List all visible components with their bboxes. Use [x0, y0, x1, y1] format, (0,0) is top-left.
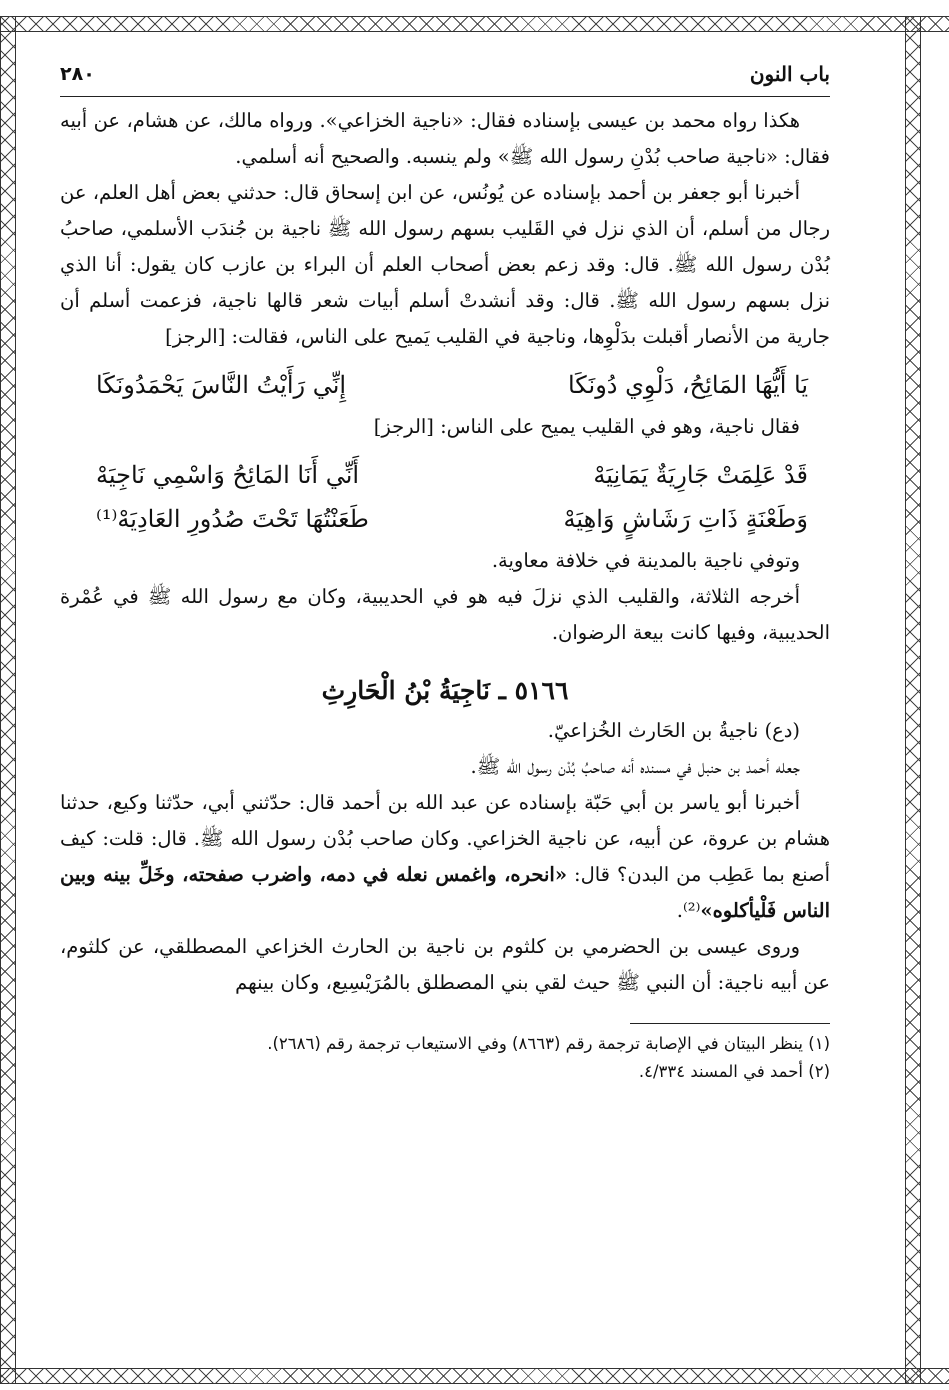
hadith-quote: «انحره، واغمس نعله في دمه، واضرب صفحته، وخَلِّ بينه وبين الناس فَلْيأكلوه»: [60, 863, 830, 922]
paragraph: وتوفي ناجية بالمدينة في خلافة معاوية.: [491, 549, 800, 572]
verse-hemistich-right: وَطَعْنَةٍ ذَاتِ رَشَاشٍ وَاهِيَهْ: [563, 505, 808, 533]
verse-line: [60, 455, 830, 495]
paragraph: أخبرنا أبو جعفر بن أحمد بإسناده عن يُونُس، عن ابن إسحاق قال: حدثني بعض أهل العلم، عن رجال من أسلم، أن الذي نزل في القَليب بسهم رسول الله ﷺ ناجية بن جُندَب الأسلمي، صاحبُ بُدْن رسول الله ﷺ. قال: وقد زعم بعض أصحاب العلم أن البراء بن عازب كان يقول: أنا الذي نزل بسهم رسول الله ﷺ. قال: وقد أنشدتْ أسلم أبيات شعر قالها ناجية، فزعمت أسلم أن جارية من الأنصار أقبلت بدَلْوِها، وناجية في القليب يَميح على الناس، فقالت: [الرجز]: [60, 181, 830, 348]
verse-line: [60, 499, 830, 539]
paragraph: وروى عيسى بن الحضرمي بن كلثوم بن ناجية بن الحارث الخزاعي المصطلقي، عن كلثوم، عن أبيه ناجية: أن النبي ﷺ حيث لقي بني المصطلق بالمُرَيْسِيع، وكان بينهم: [60, 935, 830, 994]
page-body: [60, 60, 830, 1086]
entry-heading: ٥١٦٦ ـ نَاجِيَةُ بْنُ الْحَارِثِ: [321, 676, 569, 705]
paragraph: جعله أحمد بن حنبل في مسنده أنه صاحبُ بُدْن رسول الله ﷺ.: [470, 755, 800, 778]
paragraph: فقال ناجية، وهو في القليب يميح على الناس: [الرجز]: [373, 415, 800, 438]
hadith-text: أخبرنا أبو ياسر بن أبي حَبّة بإسناده عن عبد الله بن أحمد قال: حدّثني أبي، حدّثنا وكيع، حدثنا هشام بن عروة، عن أبيه، عن ناجية الخزاعي. وكان صاحب بُدْن رسول الله ﷺ. قال: قلت: كيف أصنع بما عَطِب من البدن؟ قال:: [60, 791, 830, 886]
paragraph: (دع) ناجيةُ بن الحَارث الخُزاعيّ.: [547, 719, 800, 742]
decorative-border-left: [0, 16, 16, 1384]
footnote-ref: ⁽²⁾.: [676, 899, 701, 922]
footnote-divider: [630, 1023, 830, 1024]
running-header: [60, 60, 830, 97]
decorative-border-right: [905, 16, 921, 1384]
hadith-paragraph: [60, 785, 830, 929]
page-number: ٢٨٠: [60, 63, 95, 85]
footnotes: [60, 1030, 830, 1086]
verse-hemistich-left: إِنِّي رَأَيْتُ النَّاسَ يَحْمَدُونَكَا: [96, 371, 347, 399]
decorative-border-bottom: [0, 1368, 949, 1384]
footnote: (٢) أحمد في المسند ٤/٣٣٤.: [638, 1062, 830, 1081]
verse-line: [60, 365, 830, 405]
verse-hemistich-right: يَا أَيُّهَا المَائِحُ، دَلْوِي دُونَكَا: [567, 371, 808, 399]
verse-hemistich-left: طَعَنْتُهَا تَحْتَ صُدُورِ العَادِيَهْ⁽¹⁾: [96, 505, 369, 533]
paragraph: هكذا رواه محمد بن عيسى بإسناده فقال: «ناجية الخزاعي». ورواه مالك، عن هشام، عن أبيه فقال: «ناجية صاحب بُدْنِ رسول الله ﷺ» ولم ينسبه. والصحيح أنه أسلمي.: [60, 109, 830, 168]
chapter-title: باب النون: [749, 62, 830, 86]
verse-hemistich-right: قَدْ عَلِمَتْ جَارِيَةٌ يَمَانِيَهْ: [593, 461, 808, 489]
footnote: (١) ينظر البيتان في الإصابة ترجمة رقم (٨٦٦٣) وفي الاستيعاب ترجمة رقم (٢٦٨٦).: [267, 1034, 830, 1053]
paragraph: أخرجه الثلاثة، والقليب الذي نزلَ فيه هو في الحديبية، وكان مع رسول الله ﷺ في عُمْرة الحديبية، وفيها كانت بيعة الرضوان.: [60, 585, 830, 644]
decorative-border-top: [0, 16, 949, 32]
verse-hemistich-left: أَنِّي أَنَا المَائِحُ وَاسْمِي نَاجِيَهْ: [96, 461, 360, 489]
